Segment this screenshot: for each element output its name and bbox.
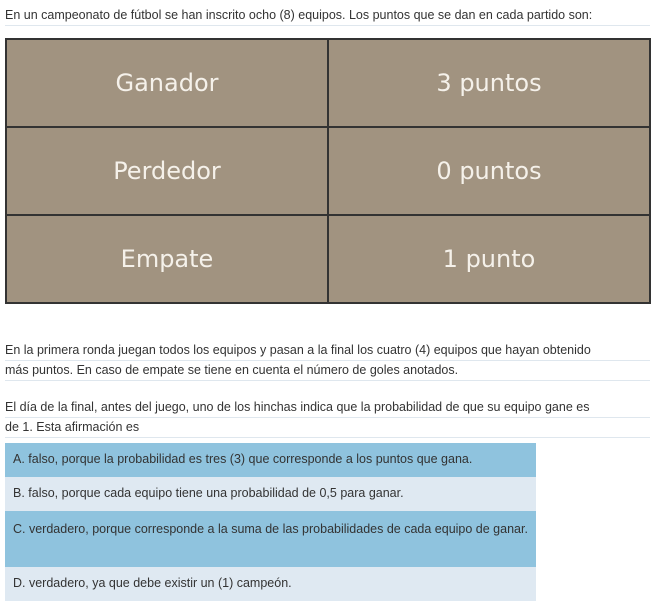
question-line2: de 1. Esta afirmación es (5, 417, 650, 438)
result-cell: Empate (6, 215, 328, 303)
points-table (5, 38, 651, 304)
table-row (6, 127, 650, 215)
option-b[interactable]: B. falso, porque cada equipo tiene una probabilidad de 0,5 para ganar. (5, 477, 536, 511)
points-cell: 3 puntos (328, 39, 650, 127)
question-line1: El día de la final, antes del juego, uno de los hinchas indica que la probabilidad de que su equipo gane es (5, 397, 650, 418)
result-cell: Ganador (6, 39, 328, 127)
paragraph1-line2: más puntos. En caso de empate se tiene en cuenta el número de goles anotados. (5, 360, 650, 381)
points-cell: 1 punto (328, 215, 650, 303)
option-d[interactable]: D. verdadero, ya que debe existir un (1) campeón. (5, 567, 536, 601)
points-cell: 0 puntos (328, 127, 650, 215)
answer-options (5, 443, 536, 601)
paragraph1-line1: En la primera ronda juegan todos los equipos y pasan a la final los cuatro (4) equipos que hayan obtenido (5, 340, 650, 361)
option-a[interactable]: A. falso, porque la probabilidad es tres (3) que corresponde a los puntos que gana. (5, 443, 536, 477)
result-cell: Perdedor (6, 127, 328, 215)
option-c[interactable]: C. verdadero, porque corresponde a la suma de las probabilidades de cada equipo de ganar. (5, 511, 536, 567)
table-row (6, 215, 650, 303)
table-row (6, 39, 650, 127)
intro-text: En un campeonato de fútbol se han inscrito ocho (8) equipos. Los puntos que se dan en cada partido son: (5, 5, 650, 26)
